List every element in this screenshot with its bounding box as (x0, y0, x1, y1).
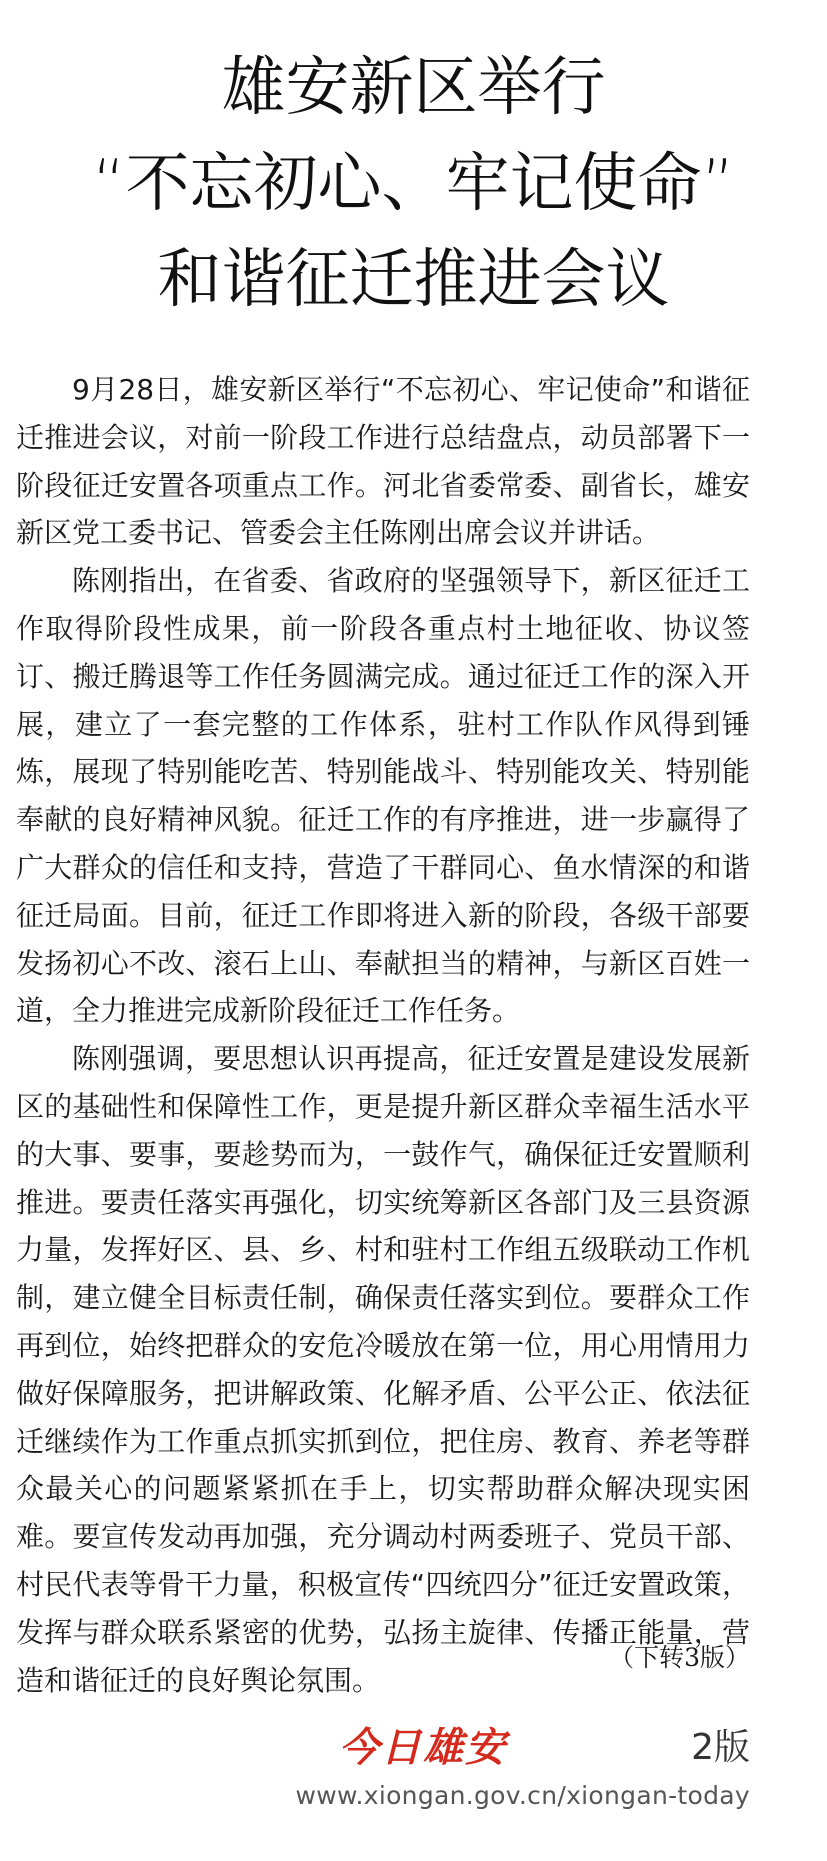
article-paragraph-1: 9月28日，雄安新区举行“不忘初心、牢记使命”和谐征迁推进会议，对前一阶段工作进行总结盘点，动员部署下一阶段征迁安置各项重点工作。河北省委常委、副省长，雄安新区党工委书记、管委会主任陈刚出席会议并讲话。 (16, 373, 750, 550)
article-body (16, 366, 750, 1704)
article-paragraph-2: 陈刚指出，在省委、省政府的坚强领导下，新区征迁工作取得阶段性成果，前一阶段各重点村土地征收、协议签订、搬迁腾退等工作任务圆满完成。通过征迁工作的深入开展，建立了一套完整的工作体系，驻村工作队作风得到锤炼，展现了特别能吃苦、特别能战斗、特别能攻关、特别能奉献的良好精神风貌。征迁工作的有序推进，进一步赢得了广大群众的信任和支持，营造了干群同心、鱼水情深的和谐征迁局面。目前，征迁工作即将进入新的阶段，各级干部要发扬初心不改、滚石上山、奉献担当的精神，与新区百姓一道，全力推进完成新阶段征迁工作任务。 (16, 564, 750, 1028)
article-headline (0, 40, 827, 328)
article-paragraph-3: 陈刚强调，要思想认识再提高，征迁安置是建设发展新区的基础性和保障性工作，更是提升新区群众幸福生活水平的大事、要事，要趁势而为，一鼓作气，确保征迁安置顺利推进。要责任落实再强化，切实统筹新区各部门及三县资源力量，发挥好区、县、乡、村和驻村工作组五级联动工作机制，建立健全目标责任制，确保责任落实到位。要群众工作再到位，始终把群众的安危冷暖放在第一位，用心用情用力做好保障服务，把讲解政策、化解矛盾、公平公正、依法征迁继续作为工作重点抓实抓到位，把住房、教育、养老等群众最关心的问题紧紧抓在手上，切实帮助群众解决现实困难。要宣传发动再加强，充分调动村两委班子、党员干部、村民代表等骨干力量，积极宣传“四统四分”征迁安置政策，发挥与群众联系紧密的优势，弘扬主旋律、传播正能量，营造和谐征迁的良好舆论氛围。 (16, 1042, 750, 1697)
headline-line-2: “不忘初心、牢记使命” (92, 147, 735, 221)
website-url[interactable]: www.xiongan.gov.cn/xiongan-today (295, 1781, 750, 1810)
page-number: 2版 (691, 1727, 750, 1768)
newspaper-brand-logo: 今日雄安 (339, 1724, 507, 1771)
continued-on-page-note: （下转3版） (609, 1643, 750, 1672)
headline-line-3: 和谐征迁推进会议 (157, 243, 670, 317)
headline-line-1: 雄安新区举行 (221, 51, 606, 125)
